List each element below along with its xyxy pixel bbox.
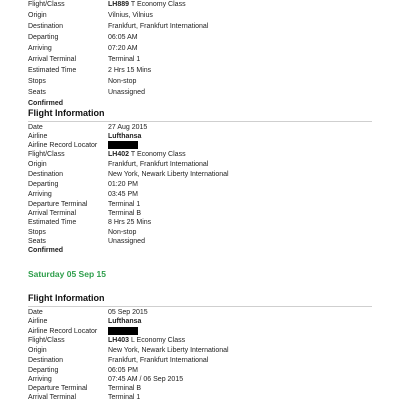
redacted-record-locator — [108, 141, 138, 149]
row-label: Departing — [28, 34, 59, 41]
detail-row — [0, 336, 400, 346]
flight-class: T Economy Class — [130, 1, 186, 8]
row-value: Non-stop — [108, 78, 137, 85]
row-value: 27 Aug 2015 — [108, 124, 148, 131]
row-value: Unassigned — [108, 238, 145, 245]
row-value: Frankfurt, Frankfurt International — [108, 357, 209, 364]
redacted-record-locator — [108, 327, 138, 335]
row-label: Date — [28, 309, 43, 316]
row-label: Departure Terminal — [28, 385, 88, 392]
detail-row — [0, 66, 400, 76]
row-value — [108, 336, 185, 346]
row-value: Unassigned — [108, 89, 145, 96]
row-label: Stops — [28, 229, 46, 236]
row-label: Arrival Terminal — [28, 394, 77, 400]
detail-row — [0, 22, 400, 32]
row-label: Departing — [28, 367, 59, 374]
row-label: Destination — [28, 23, 64, 30]
section-title: Flight Information — [28, 293, 105, 303]
row-label: Flight/Class — [28, 1, 65, 8]
detail-row — [0, 77, 400, 87]
row-label: Airline — [28, 133, 48, 140]
row-label: Destination — [28, 171, 64, 178]
detail-row — [0, 160, 400, 170]
flight-class: T Economy Class — [130, 151, 186, 158]
airline-name: Lufthansa — [108, 318, 142, 325]
row-value: Terminal 1 — [108, 56, 141, 63]
row-label: Origin — [28, 347, 47, 354]
detail-row — [0, 150, 400, 160]
row-label: Origin — [28, 12, 47, 19]
row-label: Flight/Class — [28, 337, 65, 344]
detail-row — [0, 180, 400, 190]
row-value: Non-stop — [108, 229, 137, 236]
row-value: 07:20 AM — [108, 45, 138, 52]
row-label: Airline Record Locator — [28, 142, 98, 149]
flight-number: LH403 — [108, 337, 130, 344]
flight-number: LH402 — [108, 151, 130, 158]
row-label: Arriving — [28, 376, 52, 383]
row-label: Departure Terminal — [28, 201, 88, 208]
day-heading: Saturday 05 Sep 15 — [28, 269, 106, 279]
row-label: Seats — [28, 89, 46, 96]
row-value — [108, 0, 186, 10]
row-value: Vilnius, Vilnius — [108, 12, 153, 19]
detail-row — [0, 346, 400, 356]
row-label: Seats — [28, 238, 46, 245]
row-value — [108, 150, 186, 160]
row-value: 01:20 PM — [108, 181, 138, 188]
row-value: Terminal 1 — [108, 394, 141, 400]
row-value: New York, Newark Liberty International — [108, 171, 229, 178]
row-label: Arriving — [28, 191, 52, 198]
row-label: Origin — [28, 161, 47, 168]
row-value: Frankfurt, Frankfurt International — [108, 161, 209, 168]
row-label: Arrival Terminal — [28, 56, 77, 63]
detail-row — [0, 356, 400, 366]
row-value: New York, Newark Liberty International — [108, 347, 229, 354]
detail-row — [0, 55, 400, 65]
detail-row — [0, 33, 400, 43]
row-label: Estimated Time — [28, 219, 77, 226]
row-value: 06:05 PM — [108, 367, 138, 374]
row-label: Departing — [28, 181, 59, 188]
detail-row — [0, 170, 400, 180]
row-value: 8 Hrs 25 Mins — [108, 219, 152, 226]
row-label: Date — [28, 124, 43, 131]
row-value: 2 Hrs 15 Mins — [108, 67, 152, 74]
detail-row — [0, 190, 400, 200]
airline-name: Lufthansa — [108, 133, 142, 140]
detail-row — [0, 88, 400, 98]
row-label: Stops — [28, 78, 46, 85]
detail-row — [0, 0, 400, 10]
row-label: Airline — [28, 318, 48, 325]
row-value: 05 Sep 2015 — [108, 309, 148, 316]
row-label: Flight/Class — [28, 151, 65, 158]
row-label: Estimated Time — [28, 67, 77, 74]
row-value: Terminal B — [108, 385, 142, 392]
row-label: Arrival Terminal — [28, 210, 77, 217]
detail-row — [0, 218, 400, 228]
row-value: Terminal 1 — [108, 201, 141, 208]
row-value: 07:45 AM / 06 Sep 2015 — [108, 376, 184, 383]
row-label: Destination — [28, 357, 64, 364]
flight-number: LH889 — [108, 1, 130, 8]
row-value: Frankfurt, Frankfurt International — [108, 23, 209, 30]
flight-class: L Economy Class — [130, 337, 186, 344]
row-value: 06:05 AM — [108, 34, 138, 41]
row-label: Airline Record Locator — [28, 328, 98, 335]
detail-row — [0, 317, 400, 327]
row-value: 03:45 PM — [108, 191, 138, 198]
divider — [28, 306, 372, 307]
detail-row — [0, 11, 400, 21]
status-confirmed: Confirmed — [28, 100, 63, 107]
status-confirmed: Confirmed — [28, 247, 63, 254]
row-value — [108, 317, 141, 327]
detail-row — [0, 393, 400, 400]
row-value: Terminal B — [108, 210, 142, 217]
row-label: Arriving — [28, 45, 52, 52]
section-title: Flight Information — [28, 108, 105, 118]
detail-row — [0, 44, 400, 54]
divider — [28, 121, 372, 122]
